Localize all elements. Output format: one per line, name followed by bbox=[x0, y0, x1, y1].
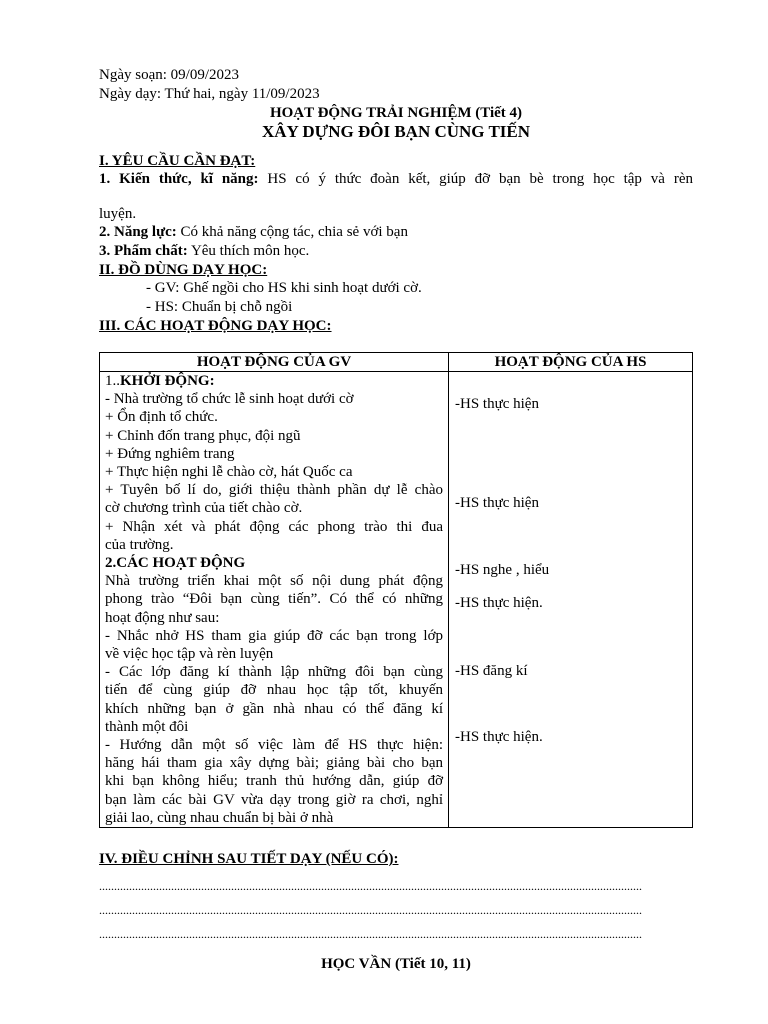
section4-heading: IV. ĐIỀU CHỈNH SAU TIẾT DẠY (NẾU CÓ): bbox=[99, 851, 399, 868]
gv-line-text: + Thực hiện nghi lễ chào cờ, hát Quốc ca bbox=[105, 464, 353, 481]
gv-line-text: + Ổn định tổ chức. bbox=[105, 409, 218, 426]
gv-line bbox=[105, 481, 443, 499]
ability-text: Có khả năng cộng tác, chia sẻ với bạn bbox=[176, 224, 408, 240]
gv-line bbox=[105, 463, 443, 481]
gv-line-text: về việc học tập và rèn luyện bbox=[105, 646, 274, 663]
next-lesson-title: HỌC VẦN (Tiết 10, 11) bbox=[321, 956, 471, 973]
quality-paragraph bbox=[99, 242, 693, 261]
gv-line-text: - Nhà trường tổ chức lễ sinh hoạt dưới cờ bbox=[105, 391, 354, 408]
gv-line-text: hoạt động như sau: bbox=[105, 609, 220, 626]
table-row bbox=[100, 372, 693, 828]
gv-line-text: Nhà trường triển khai một số nội dung phát động bbox=[105, 573, 443, 590]
hs-activity-item: -HS thực hiện. bbox=[455, 729, 543, 745]
gv-line bbox=[105, 791, 443, 809]
gv-line-text: - Các lớp đăng kí thành lập những đôi bạn cùng bbox=[105, 664, 443, 681]
knowledge-paragraph bbox=[99, 170, 693, 206]
hs-activity-item: -HS đăng kí bbox=[455, 663, 528, 679]
gv-line bbox=[105, 536, 443, 554]
dotted-line: ..................................................................................................................................................................................... bbox=[99, 879, 642, 894]
gv-activities-cell bbox=[100, 372, 449, 828]
knowledge-label: 1. Kiến thức, kĩ năng: bbox=[99, 171, 259, 187]
activities-table bbox=[99, 352, 693, 828]
gv-line-text: + Đứng nghiêm trang bbox=[105, 445, 235, 462]
gv-line-text: + Tuyên bố lí do, giới thiệu thành phần dự lễ chào bbox=[105, 482, 443, 499]
gv-line bbox=[105, 427, 443, 445]
teach-date: Ngày dạy: Thứ hai, ngày 11/09/2023 bbox=[99, 86, 320, 102]
gv-line bbox=[105, 736, 443, 754]
gv-line-heading: 2.CÁC HOẠT ĐỘNG bbox=[105, 555, 246, 572]
section1-heading: I. YÊU CẦU CẦN ĐẠT: bbox=[99, 153, 256, 169]
gv-line-text: phong trào “Đôi bạn cùng tiến”. Có thể có những bbox=[105, 591, 443, 608]
hs-column-header: HOẠT ĐỘNG CỦA HS bbox=[449, 353, 693, 372]
lesson-subtitle: XÂY DỰNG ĐÔI BẠN CÙNG TIẾN bbox=[261, 122, 531, 141]
gv-line-text: + Chỉnh đốn trang phục, đội ngũ bbox=[105, 427, 301, 444]
gv-line bbox=[105, 445, 443, 463]
gv-line bbox=[105, 809, 443, 827]
gv-line-text: thành một đôi bbox=[105, 718, 189, 735]
gv-line-heading: KHỞI ĐỘNG: bbox=[120, 373, 215, 389]
gv-line-text: khi bạn không hiểu; tranh thủ hướng dẫn, giúp đỡ bbox=[105, 773, 443, 790]
gv-line-text: - Nhắc nhở HS tham gia giúp đỡ các bạn trong lớp bbox=[105, 627, 443, 644]
gv-line bbox=[105, 718, 443, 736]
gv-line bbox=[105, 390, 443, 408]
gv-line-text: + Nhận xét và phát động các phong trào thi đua bbox=[105, 518, 443, 535]
knowledge-text-cont: luyện. bbox=[99, 206, 137, 222]
section3-heading: III. CÁC HOẠT ĐỘNG DẠY HỌC: bbox=[99, 318, 332, 334]
gv-line-text: hăng hái tham gia xây dựng bài; giảng bài cho bạn bbox=[105, 755, 443, 772]
gv-line bbox=[105, 572, 443, 590]
gv-line-text: khích những bạn ở gần nhà nhau có thể đăng kí bbox=[105, 700, 443, 717]
section2-heading: II. ĐỒ DÙNG DẠY HỌC: bbox=[99, 262, 268, 278]
gv-line bbox=[105, 372, 443, 390]
adjustment-lines bbox=[99, 874, 693, 946]
table-header-row bbox=[100, 353, 693, 372]
gv-column-header: HOẠT ĐỘNG CỦA GV bbox=[100, 353, 449, 372]
gv-line bbox=[105, 609, 443, 627]
hs-activity-item: -HS thực hiện bbox=[455, 495, 539, 511]
dotted-line: ..................................................................................................................................................................................... bbox=[99, 927, 642, 942]
hs-activities-cell bbox=[449, 372, 693, 828]
quality-text: Yêu thích môn học. bbox=[187, 243, 310, 259]
gv-line-text: bạn làm các bài GV vừa dạy trong giờ ra chơi, nghỉ bbox=[105, 791, 443, 808]
gv-line-text: cờ chương trình của tiết chào cờ. bbox=[105, 500, 303, 517]
gv-line bbox=[105, 518, 443, 536]
gv-line bbox=[105, 499, 443, 517]
gv-line-text: 1.. bbox=[105, 373, 120, 389]
knowledge-text: HS có ý thức đoàn kết, giúp đỡ bạn bè trong học tập và rèn bbox=[258, 171, 693, 187]
materials-hs: - HS: Chuẩn bị chỗ ngồi bbox=[146, 299, 293, 315]
prep-date: Ngày soạn: 09/09/2023 bbox=[99, 67, 239, 83]
gv-line bbox=[105, 645, 443, 663]
ability-label: 2. Năng lực: bbox=[99, 224, 177, 240]
ability-paragraph bbox=[99, 223, 693, 242]
dotted-line: ..................................................................................................................................................................................... bbox=[99, 903, 642, 918]
gv-line-text: của trường. bbox=[105, 536, 174, 553]
gv-line bbox=[105, 627, 443, 645]
gv-line bbox=[105, 663, 443, 681]
gv-line bbox=[105, 772, 443, 790]
hs-activity-item: -HS thực hiện bbox=[455, 396, 539, 412]
gv-line bbox=[105, 681, 443, 699]
gv-line-text: giải lao, cùng nhau chuẩn bị bài ở nhà bbox=[105, 809, 334, 826]
lesson-title: HOẠT ĐỘNG TRẢI NGHIỆM (Tiết 4) bbox=[269, 105, 523, 121]
gv-line bbox=[105, 554, 443, 572]
gv-line-text: tiến để cùng giúp đỡ nhau học tập tốt, khuyến bbox=[105, 682, 443, 699]
gv-line bbox=[105, 700, 443, 718]
gv-line-text: - Hướng dẫn một số việc làm để HS thực hiện: bbox=[105, 737, 443, 754]
hs-activity-item: -HS nghe , hiểu bbox=[455, 562, 550, 578]
gv-line bbox=[105, 754, 443, 772]
gv-line bbox=[105, 408, 443, 426]
gv-line bbox=[105, 590, 443, 608]
hs-activity-item: -HS thực hiện. bbox=[455, 595, 543, 611]
quality-label: 3. Phẩm chất: bbox=[99, 243, 188, 259]
document-page bbox=[99, 66, 693, 973]
materials-gv: - GV: Ghế ngồi cho HS khi sinh hoạt dưới cờ. bbox=[146, 280, 422, 296]
